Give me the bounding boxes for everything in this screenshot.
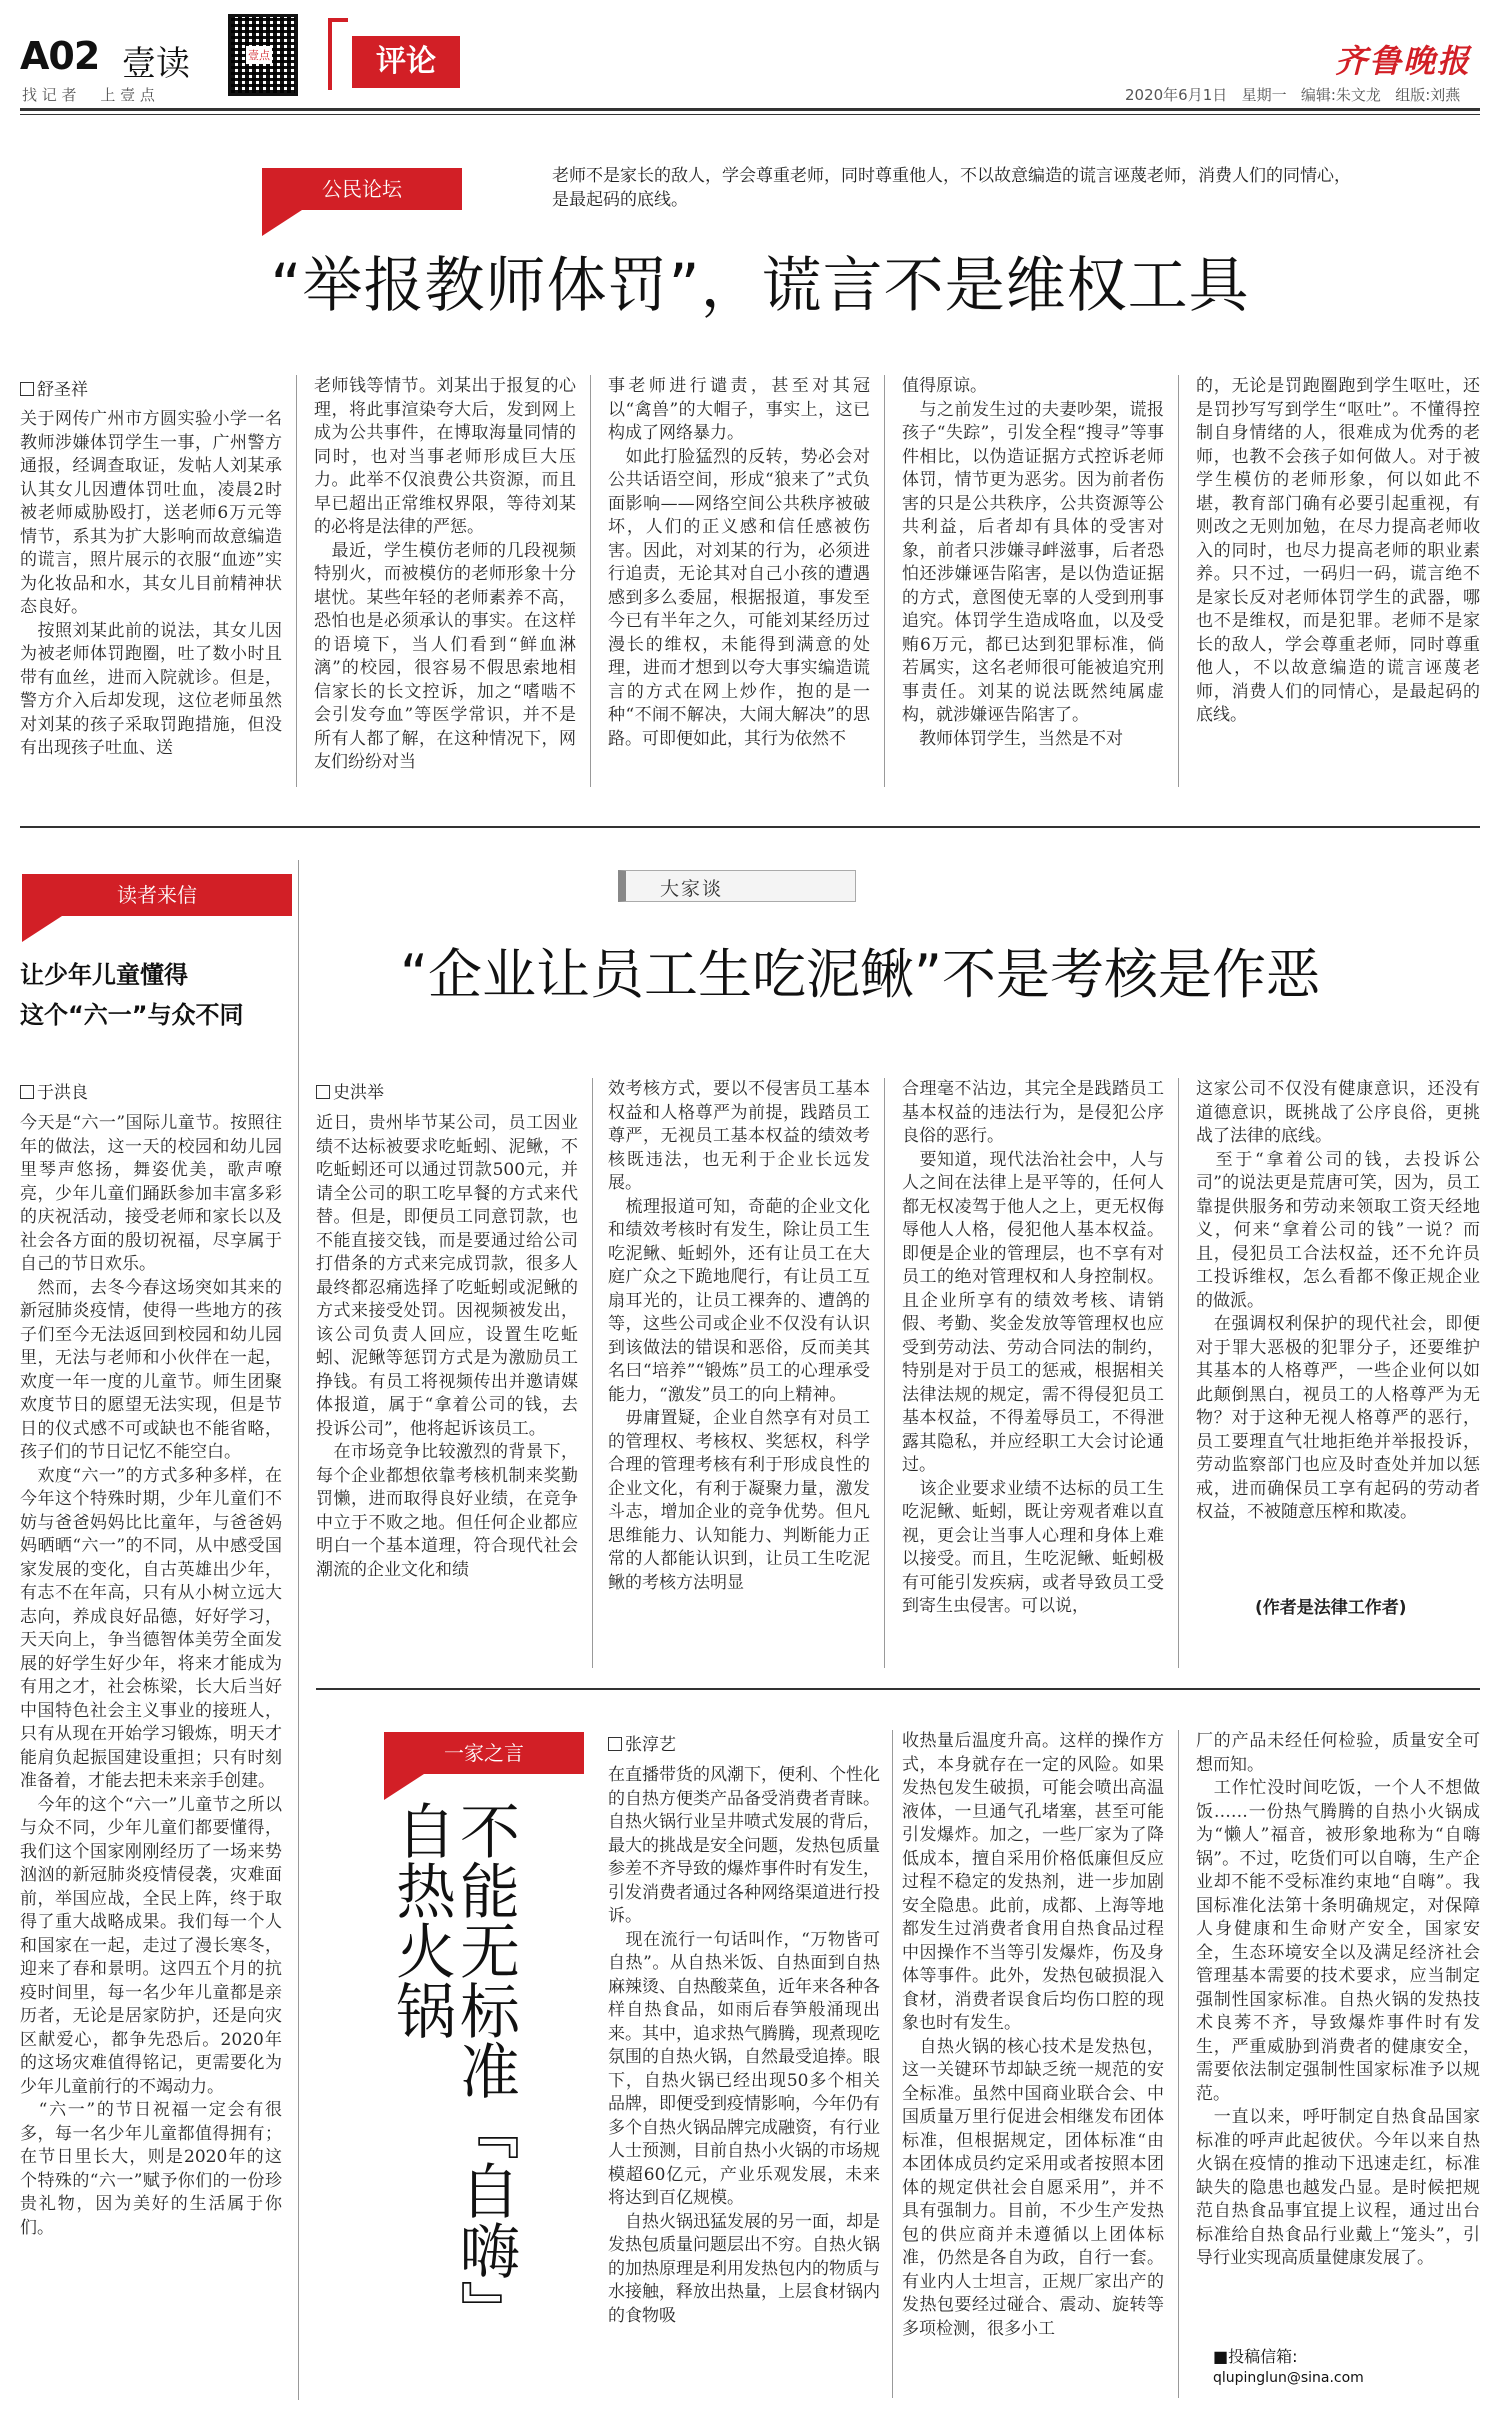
forum-lead: 老师不是家长的敌人，学会尊重老师，同时尊重他人，不以故意编造的谎言诬蔑老师，消费人们的同情心，是最起码的底线。: [552, 166, 1351, 210]
page-code: A02: [20, 34, 100, 78]
reader-headline-line2: 这个“六一”与众不同: [20, 1001, 244, 1029]
header-sub-left: 找 记 者 上 壹 点: [22, 86, 155, 104]
reader-headline-line1: 让少年儿童懂得: [20, 961, 188, 989]
forum-col-1: 关于网传广州市方圆实验小学一名教师涉嫌体罚学生一事，广州警方通报，经调查取证，发帖人刘某承认其女儿因遭体罚吐血，凌晨2时被老师威胁殴打，送老师6万元等情节，系其为扩大影响而故意编造的谎言，照片展示的衣服“血迹”实为化妆品和水，其女儿目前精神状态良好。 按照刘某此前的说法，其女儿因为被老师体罚跑圈，吐了数小时且带有血丝，进而入院就诊。但是，警方介入后却发现，这位老师虽然对刘某的孩子采取罚跑措施，但没有出现孩子吐血、送: [20, 409, 282, 758]
talk-col-3: 合理毫不沾边，其完全是践踏员工基本权益的违法行为，是侵犯公序良俗的恶行。 要知道，现代法治社会中，人与人之间在法律上是平等的，任何人都无权凌驾于他人之上，更无权侮辱他人人格，侵犯他人基本权益。即便是企业的管理层，也不享有对员工的绝对管理权和人身控制权。且企业所享有的绩效考核、请销假、考勤、奖金发放等管理权也应受到劳动法、劳动合同法的制约，特别是对于员工的惩戒，根据相关法律法规的规定，需不得侵犯员工基本权益，不得羞辱员工，不得泄露其隐私，并应经职工大会讨论通过。 该企业要求业绩不达标的员工生吃泥鳅、蚯蚓，既让旁观者难以直视，更会让当事人心理和身体上难以接受。而且，生吃泥鳅、蚯蚓极有可能引发疾病，或者导致员工受到寄生虫侵害。可以说，: [902, 1079, 1164, 1616]
col-divider: [1178, 1730, 1179, 2398]
col-divider: [884, 375, 885, 787]
talk-tag-box: [618, 870, 856, 902]
col-divider: [298, 860, 299, 2400]
contact-label: ■投稿信箱:: [1213, 2347, 1298, 2366]
reader-tag-tail: [22, 916, 62, 942]
forum-tag: 公民论坛: [262, 168, 462, 210]
col-divider: [884, 1078, 885, 1668]
onevoice-headline-col2: 自热火锅: [386, 1800, 456, 2040]
onevoice-col-3: 厂的产品未经任何检验，质量安全可想而知。 工作忙没时间吃饭，一个人不想做饭……一份热气腾腾的自热小火锅成为“懒人”福音，被形象地称为“自嗨锅”。不过，吃货们可以自嗨，生产企业却不能不受标准约束地“自嗨”。我国标准化法第十条明确规定，对保障人身健康和生命财产安全，国家安全，生态环境安全以及满足经济社会管理基本需要的技术要求，应当制定强制性国家标准。自热火锅的发热技术良莠不齐，导致爆炸事件时有发生，严重威胁到消费者的健康安全，需要依法制定强制性国家标准予以规范。 一直以来，呼吁制定自热食品国家标准的呼声此起彼伏。今年以来自热火锅在疫情的推动下迅速走红，标准缺失的隐患也越发凸显。是时候把规范自热食品事宜提上议程，通过出台标准给自热食品行业戴上“笼头”，引导行业实现高质量健康发展了。: [1196, 1731, 1480, 2268]
qr-caption: 壹点: [246, 46, 272, 64]
contact-email[interactable]: qlupinglun@sina.com: [1213, 2370, 1364, 2386]
col-divider: [1178, 375, 1179, 787]
forum-col-4: 值得原谅。 与之前发生过的夫妻吵架，谎报孩子“失踪”，引发全程“搜寻”等事件相比，以伪造证据方式控诉老师体罚，情节更为恶劣。因为前者伤害的只是公共秩序，公共资源等公共利益，后者却有具体的受害对象，前者只涉嫌寻衅滋事，后者恐怕还涉嫌诬告陷害，是以伪造证据的方式，意图使无辜的人受到刑事追究。体罚学生造成咯血，以及受贿6万元，都已达到犯罪标准，倘若属实，这名老师很可能被追究刑事责任。刘某的说法既然纯属虚构，就涉嫌诬告陷害了。 教师体罚学生，当然是不对: [902, 376, 1164, 749]
onevoice-col-1: 在直播带货的风潮下，便利、个性化的自热方便类产品备受消费者青睐。自热火锅行业呈井喷式发展的背后，最大的挑战是安全问题，发热包质量参差不齐导致的爆炸事件时有发生，引发消费者通过各种网络渠道进行投诉。 现在流行一句话叫作，“万物皆可自热”。从自热米饭、自热面到自热麻辣烫、自热酸菜鱼，近年来各种各样自热食品，如雨后春笋般涌现出来。其中，追求热气腾腾，现煮现吃氛围的自热火锅，自然最受追捧。眼下，自热火锅已经出现50多个相关品牌，即便受到疫情影响，今年仍有多个自热火锅品牌完成融资，有行业人士预测，目前自热小火锅的市场规模超60亿元，产业乐观发展，未来将达到百亿规模。 自热火锅迅猛发展的另一面，却是发热包质量问题层出不穷。自热火锅的加热原理是利用发热包内的物质与水接触，释放出热量，上层食材锅内的食物吸: [608, 1765, 880, 2326]
onevoice-headline-col1: 不能无标准『自嗨』: [450, 1800, 520, 2340]
onevoice-tag-tail: [384, 1774, 424, 1800]
onevoice-tag: 一家之言: [384, 1732, 584, 1774]
reader-byline: 于洪良: [20, 1078, 88, 1103]
col-divider: [892, 1730, 893, 2398]
channel-bracket: [328, 18, 348, 90]
onevoice-byline: 张淳艺: [608, 1730, 676, 1755]
col-divider: [1178, 1078, 1179, 1668]
section-rule: [20, 826, 1480, 828]
header-rule-thin: [20, 114, 1480, 115]
forum-col-5: 的，无论是罚跑圈跑到学生呕吐，还是罚抄写写到学生“呕吐”。不懂得控制自身情绪的人，很难成为优秀的老师，也教不会孩子如何做人。对于被学生模仿的老师形象，何以如此不堪，教育部门确有必要引起重视，有则改之无则加勉，在尽力提高老师收入的同时，也尽力提高老师的职业素养。只不过，一码归一码，谎言绝不是家长反对老师体罚学生的武器，哪也不是维权，而是犯罪。老师不是家长的敌人，学会尊重老师，同时尊重他人，不以故意编造的谎言诬蔑老师，消费人们的同情心，是最起码的底线。: [1196, 376, 1480, 725]
talk-col-2: 效考核方式，要以不侵害员工基本权益和人格尊严为前提，践踏员工尊严，无视员工基本权益的绩效考核既违法，也无利于企业长远发展。 梳理报道可知，奇葩的企业文化和绩效考核时有发生，除让员工生吃泥鳅、蚯蚓外，还有让员工在大庭广众之下跪地爬行，有让员工互扇耳光的，让员工裸奔的、遭鸽的等，这些公司或企业不仅没有认识到该做法的错误和恶俗，反而美其名曰“培养”“锻炼”员工的心理承受能力，“激发”员工的向上精神。 毋庸置疑，企业自然享有对员工的管理权、考核权、奖惩权，科学合理的管理考核有利于形成良性的企业文化，有利于凝聚力量，激发斗志，增加企业的竞争优势。但凡思维能力、认知能力、判断能力正常的人都能认识到，让员工生吃泥鳅的考核方法明显: [608, 1079, 870, 1593]
talk-headline: “企业让员工生吃泥鳅”不是考核是作恶: [400, 943, 1320, 1006]
talk-col-4: 这家公司不仅没有健康意识，还没有道德意识，既挑战了公序良俗，更挑战了法律的底线。 至于“拿着公司的钱，去投诉公司”的说法更是荒唐可笑，因为，员工靠提供服务和劳动来领取工资天经地义，何来“拿着公司的钱”一说？而且，侵犯员工合法权益，还不允许员工投诉维权，怎么看都不像正规企业的做派。 在强调权利保护的现代社会，即便对于罪大恶极的犯罪分子，还要维护其基本的人格尊严，一些企业何以如此颠倒黑白，视员工的人格尊严为无物？对于这种无视人格尊严的恶行，员工要理直气壮地拒绝并举报投诉，劳动监察部门也应及时查处并加以惩戒，进而确保员工享有起码的劳动者权益，不被随意压榨和欺凌。: [1196, 1079, 1480, 1522]
section-rule: [316, 1688, 1480, 1690]
col-divider: [592, 1078, 593, 1668]
col-divider: [296, 375, 297, 787]
talk-byline: 史洪举: [316, 1078, 384, 1103]
talk-tag: 大家谈: [660, 878, 724, 900]
forum-col-3: 事老师进行谴责，甚至对其冠以“禽兽”的大帽子，事实上，这已构成了网络暴力。 如此打脸猛烈的反转，势必会对公共话语空间，形成“狼来了”式负面影响——网络空间公共秩序被破坏，人们的正义感和信任感被伤害。因此，对刘某的行为，必须进行追责，无论其对自己小孩的遭遇感到多么委屈，根据报道，事发至今已有半年之久，可能刘某经历过漫长的维权，未能得到满意的处理，进而才想到以夸大事实编造谎言的方式在网上炒作，抱的是一种“不闹不解决，大闹大解决”的思路。可即便如此，其行为依然不: [608, 376, 870, 749]
onevoice-col-2: 收热量后温度升高。这样的操作方式，本身就存在一定的风险。如果发热包发生破损，可能会喷出高温液体，一旦通气孔堵塞，甚至可能引发爆炸。加之，一些厂家为了降低成本，擅自采用价格低廉但反应过程不稳定的发热剂，进一步加剧安全隐患。此前，成都、上海等地都发生过消费者食用自热食品过程中因操作不当等引发爆炸，伤及身体等事件。此外，发热包破损混入食材，消费者误食后均伤口腔的现象也时有发生。 自热火锅的核心技术是发热包，这一关键环节却缺乏统一规范的安全标准。虽然中国商业联合会、中国质量万里行促进会相继发布团体标准，但根据规定，团体标准“由本团体成员约定采用或者按照本团体的规定供社会自愿采用”，并不具有强制力。目前，不少生产发热包的供应商并未遵循以上团体标准，仍然是各自为政，自行一套。有业内人士坦言，正规厂家出产的发热包要经过碰合、震动、旋转等多项检测，很多小工: [902, 1731, 1164, 2339]
reader-body: 今天是“六一”国际儿童节。按照往年的做法，这一天的校园和幼儿园里琴声悠扬，舞姿优美，歌声嘹亮，少年儿童们踊跃参加丰富多彩的庆祝活动，接受老师和家长以及社会各方面的殷切祝福，尽享属于自己的节日欢乐。 然而，去冬今春这场突如其来的新冠肺炎疫情，使得一些地方的孩子们至今无法返回到校园和幼儿园里，无法与老师和小伙伴在一起，欢度一年一度的儿童节。师生团聚欢度节日的愿望无法实现，但是节日的仪式感不可或缺也不能省略，孩子们的节日记忆不能空白。 欢度“六一”的方式多种多样，在今年这个特殊时期，少年儿童们不妨与爸爸妈妈比比童年，与爸爸妈妈晒晒“六一”的不同，从中感受国家发展的变化，自古英雄出少年，有志不在年高，只有从小树立远大志向，养成良好品德，好好学习，天天向上，争当德智体美劳全面发展的好学生好少年，将来才能成为有用之才，社会栋梁，长大后当好中国特色社会主义事业的接班人，只有从现在开始学习锻炼，明天才能肩负起振国建设重担；只有时刻准备着，才能去把未来亲手创建。 今年的这个“六一”儿童节之所以与众不同，少年儿童们都要懂得，我们这个国家刚刚经历了一场来势汹汹的新冠肺炎疫情侵袭，灾难面前，举国应战，全民上阵，终于取得了重大战略成果。我们每一个人和国家在一起，走过了漫长寒冬，迎来了春和景明。这四五个月的抗疫时间里，每一名少年儿童都是亲历者，无论是居家防护，还是向灾区献爱心，都争先恐后。2020年的这场灾难值得铭记，更需要化为少年儿童前行的不竭动力。 “六一”的节日祝福一定会有很多，每一名少年儿童都值得拥有；在节日里长大，则是2020年的这个特殊的“六一”赋予你们的一份珍贵礼物，因为美好的生活属于你们。: [20, 1113, 282, 2238]
forum-tag-tail: [262, 210, 302, 236]
masthead: 齐鲁晚报: [1335, 42, 1472, 80]
col-divider: [590, 375, 591, 787]
forum-col-2: 老师钱等情节。刘某出于报复的心理，将此事渲染夸大后，发到网上成为公共事件，在博取海量同情的同时，也对当事老师形成巨大压力。此举不仅浪费公共资源，而且早已超出正常维权界限，等待刘某的必将是法律的严惩。 最近，学生模仿老师的几段视频特别火，而被模仿的老师形象十分堪忧。某些年轻的老师素养不高，恐怕也是必须承认的事实。在这样的语境下，当人们看到“鲜血淋漓”的校园，很容易不假思索地相信家长的长文控诉，加之“嗜啮不会引发夸血”等医学常识，并不是所有人都了解，在这种情况下，网友们纷纷对当: [314, 376, 576, 772]
reader-tag: 读者来信: [22, 874, 292, 916]
forum-byline: 舒圣祥: [20, 375, 88, 400]
section-title: 壹读: [122, 44, 190, 84]
channel-tag: 评论: [352, 36, 460, 88]
forum-headline: “举报教师体罚”，谎言不是维权工具: [270, 251, 1250, 321]
talk-author-note: (作者是法律工作者): [1255, 1598, 1407, 1618]
header-meta: 2020年6月1日 星期一 编辑:朱文龙 组版:刘燕: [1125, 86, 1461, 104]
header-rule: [20, 108, 1480, 111]
talk-col-1: 近日，贵州毕节某公司，员工因业绩不达标被要求吃蚯蚓、泥鳅，不吃蚯蚓还可以通过罚款500元，并请全公司的职工吃早餐的方式来代替。但是，即便员工同意罚款，也不能直接交钱，而是要通过给公司打借条的方式来完成罚款，很多人最终都忍痛选择了吃蚯蚓或泥鳅的方式来接受处罚。因视频被发出，该公司负责人回应，设置生吃蚯蚓、泥鳅等惩罚方式是为激励员工挣钱。有员工将视频传出并邀请媒体报道，属于“拿着公司的钱，去投诉公司”，他将起诉该员工。 在市场竞争比较激烈的背景下，每个企业都想依靠考核机制来奖勤罚懒，进而取得良好业绩，在竞争中立于不败之地。但任何企业都应明白一个基本道理，符合现代社会潮流的企业文化和绩: [316, 1113, 578, 1580]
